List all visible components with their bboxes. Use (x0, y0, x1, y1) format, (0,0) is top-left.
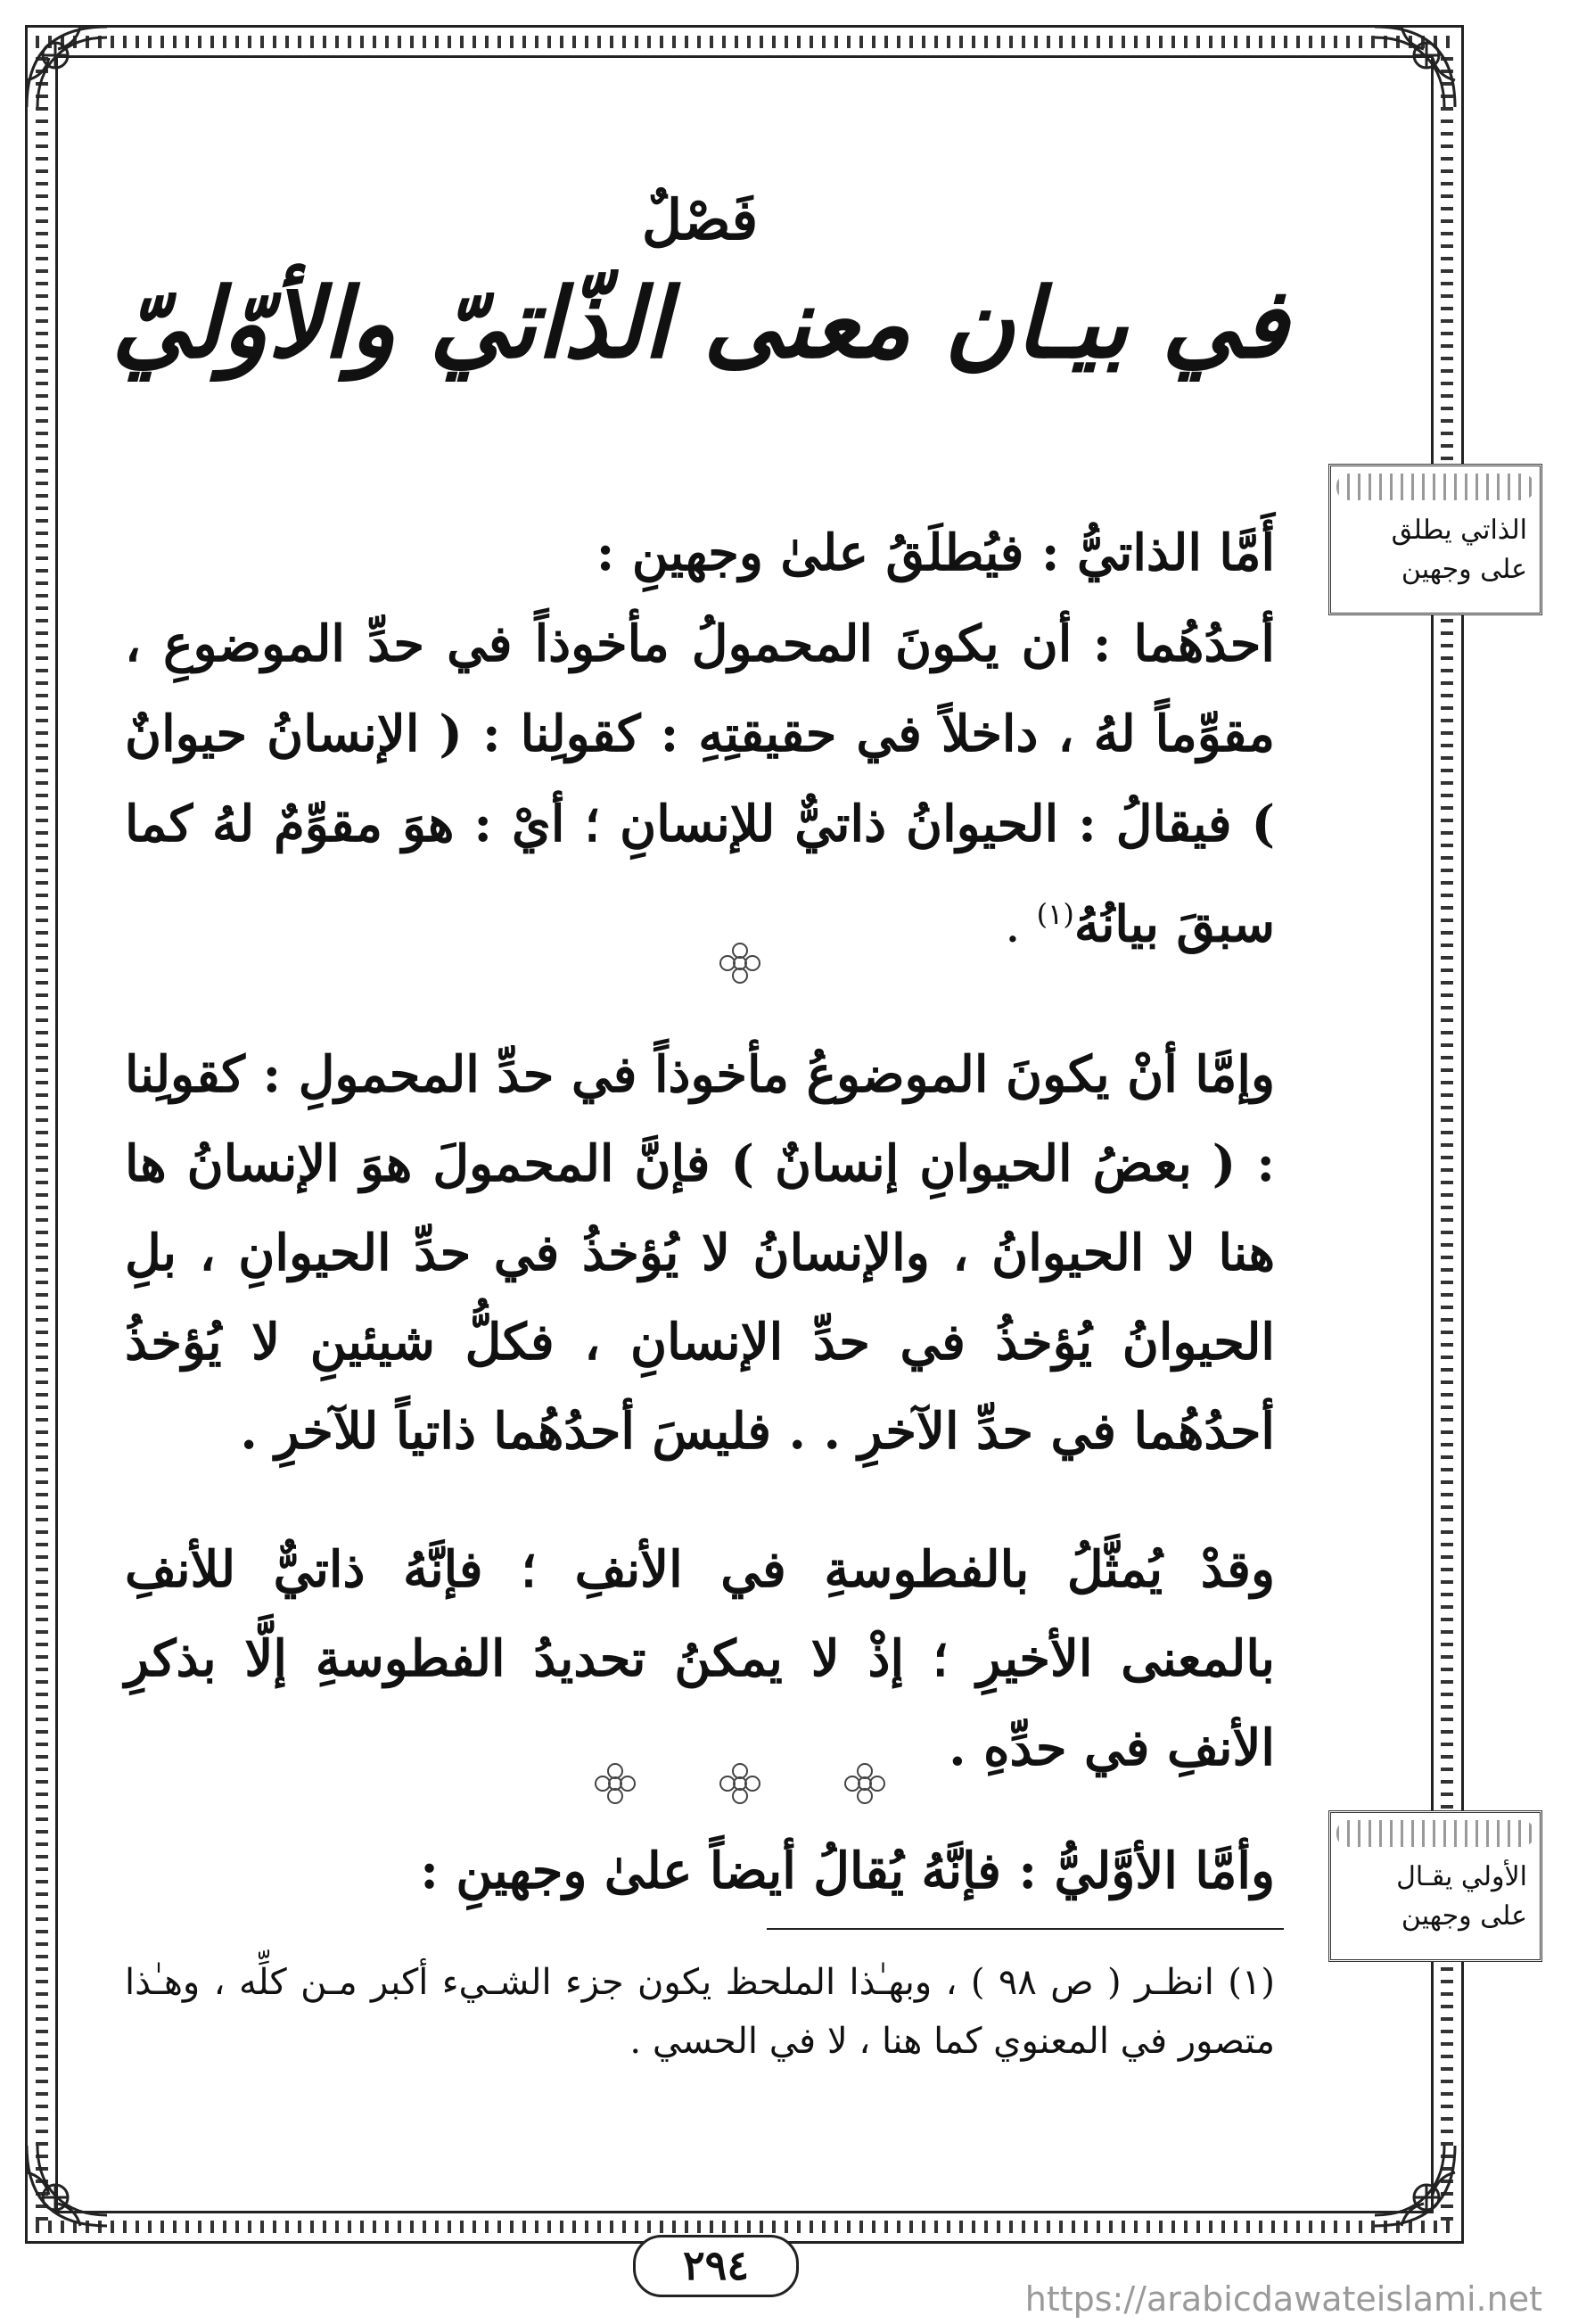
corner-ornament-icon (18, 18, 116, 116)
paragraph-example: وقدْ يُمثَّلُ بالفطوسةِ في الأنفِ ؛ فإنَّهُ ذاتيٌّ للأنفِ بالمعنى الأخيرِ ؛ إذْ لا يمكنُ تحديدُ الفطوسةِ إلَّا بذكرِ الأنفِ في حدِّهِ . (125, 1540, 1275, 1777)
flower-separator-icon (713, 1757, 767, 1810)
corner-ornament-icon (1366, 18, 1464, 116)
footnote: (١) انظـر ( ص ٩٨ ) ، وبهـٰذا الملحظ يكون جزء الشـيء أكبر مـن كلِّه ، وهـٰذا متصور في المعنوي كما هنا ، لا في الحسي . (125, 1962, 1275, 2062)
margin-note-awwali: الأولي يقـال على وجهين (1328, 1810, 1542, 1962)
footnote-divider (767, 1928, 1284, 1930)
paragraph-text: أن يكونَ المحمولُ مأخوذاً في حدِّ الموضوعِ ، مقوِّماً لهُ ، داخلاً في حقيقتِهِ : كقولِنا : ( الإنسانُ حيوانٌ ) فيقالُ : الحيوانُ ذاتيٌّ للإنسانِ ؛ أيْ : هوَ مقوِّمٌ لهُ كما سبقَ بيانُهُ (125, 614, 1275, 954)
paragraph-awwali-intro: وأمَّا الأوَّليُّ : فإنَّهُ يُقالُ أيضاً علىٰ وجهينِ : (420, 1842, 1275, 1900)
paragraph-lead: أحدُهُما : (1092, 614, 1275, 673)
flower-separator-icon (713, 936, 767, 990)
paragraph-end: . (1005, 895, 1037, 954)
footnote-ref[interactable]: (١) (1036, 897, 1074, 931)
paragraph-dhati-intro: أَمَّا الذاتيُّ : فيُطلَقُ علىٰ وجهينِ : (596, 523, 1275, 582)
watermark-url: https://arabicdawateislami.net (1024, 2279, 1542, 2319)
paragraph-first-sense (125, 599, 1275, 970)
margin-note-dhati: الذاتي يطلق على وجهين (1328, 464, 1542, 615)
flower-separator-icon (838, 1757, 892, 1810)
corner-ornament-icon (18, 2137, 116, 2235)
section-label: فَصْلٌ (641, 187, 759, 252)
paragraph-second-sense: وإمَّا أنْ يكونَ الموضوعُ مأخوذاً في حدِّ المحمولِ : كقولِنا : ( بعضُ الحيوانِ إنسانٌ ) فإنَّ المحمولَ هوَ الإنسانُ ها هنا لا الحيوانُ ، والإنسانُ لا يُؤخذُ في حدِّ الحيوانِ ، بلِ الحيوانُ يُؤخذُ في حدِّ الإنسانِ ، فكلُّ شيئينِ لا يُؤخذُ أحدُهُما في حدِّ الآخرِ . . فليسَ أحدُهُما ذاتياً للآخرِ . (125, 1045, 1275, 1461)
triple-flower-separator (588, 1757, 892, 1810)
corner-ornament-icon (1366, 2137, 1464, 2235)
flower-separator-icon (588, 1757, 642, 1810)
chapter-title: في بيـان معنى الذّاتيّ والأوّليّ (111, 268, 1288, 380)
page-number: ٢٩٤ (633, 2235, 799, 2297)
